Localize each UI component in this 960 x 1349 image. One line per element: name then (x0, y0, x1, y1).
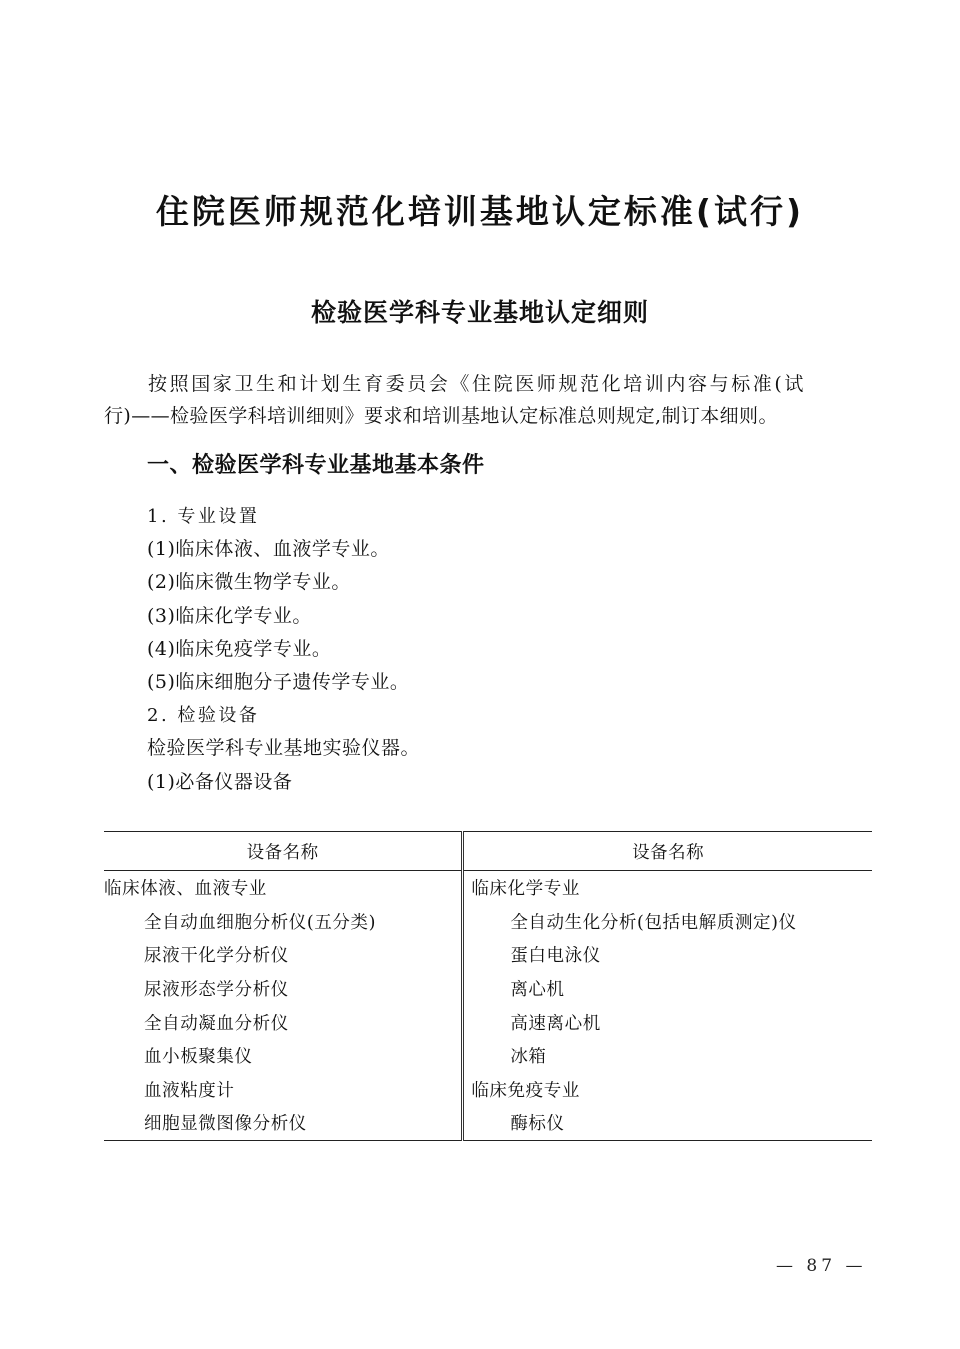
table-row (104, 905, 872, 939)
table-row (104, 871, 872, 905)
intro-line: 行)——检验医学科培训细则》要求和培训基地认定标准总则规定,制订本细则。 (104, 405, 778, 427)
list-item: (1)临床体液、血液学专业。 (147, 538, 390, 561)
subsection-heading: 2. 检验设备 (147, 705, 260, 727)
table-cell: 全自动生化分析(包括电解质测定)仪 (510, 912, 797, 933)
intro-line: 按照国家卫生和计划生育委员会《住院医师规范化培训内容与标准(试 (148, 373, 807, 395)
table-cell: 全自动血细胞分析仪(五分类) (104, 905, 463, 939)
table-cell: 蛋白电泳仪 (510, 946, 601, 967)
table-cell: 冰箱 (510, 1047, 547, 1068)
table-cell: 临床化学专业 (471, 879, 580, 900)
column-header: 设备名称 (104, 832, 463, 871)
table-cell: 细胞显微图像分析仪 (104, 1106, 463, 1140)
table-cell: 临床免疫专业 (471, 1080, 580, 1101)
table-row (104, 1073, 872, 1107)
list-item: (3)临床化学专业。 (147, 604, 312, 627)
column-header: 设备名称 (463, 832, 872, 871)
table-cell: 酶标仪 (510, 1114, 565, 1135)
content-list (147, 500, 420, 799)
list-item: (4)临床免疫学专业。 (147, 637, 332, 660)
table-cell: 高速离心机 (510, 1013, 601, 1034)
table-cell: 血液粘度计 (104, 1073, 463, 1107)
table-row (104, 972, 872, 1006)
list-item: (1)必备仪器设备 (147, 770, 293, 793)
table-cell: 血小板聚集仪 (104, 1039, 463, 1073)
table-row (104, 1039, 872, 1073)
table-cell: 临床体液、血液专业 (104, 871, 463, 905)
table-row (104, 938, 872, 972)
table-cell: 尿液形态学分析仪 (104, 972, 463, 1006)
intro-paragraph (104, 368, 872, 432)
main-title: 住院医师规范化培训基地认定标准(试行) (155, 192, 805, 231)
table-cell: 全自动凝血分析仪 (104, 1005, 463, 1039)
equipment-table (104, 831, 872, 1141)
sub-title: 检验医学科专业基地认定细则 (310, 298, 649, 327)
table-header-row (104, 832, 872, 871)
page-number: — 87 — (776, 1256, 867, 1276)
section-heading: 一、检验医学科专业基地基本条件 (147, 453, 485, 478)
table-cell: 尿液干化学分析仪 (104, 938, 463, 972)
subsection-heading: 1. 专业设置 (147, 506, 260, 527)
list-item: (5)临床细胞分子遗传学专业。 (147, 671, 410, 694)
table-row (104, 1106, 872, 1140)
list-item: (2)临床微生物学专业。 (147, 571, 351, 594)
table-cell: 离心机 (510, 980, 565, 1001)
list-item: 检验医学科专业基地实验仪器。 (147, 737, 421, 760)
table-row (104, 1005, 872, 1039)
